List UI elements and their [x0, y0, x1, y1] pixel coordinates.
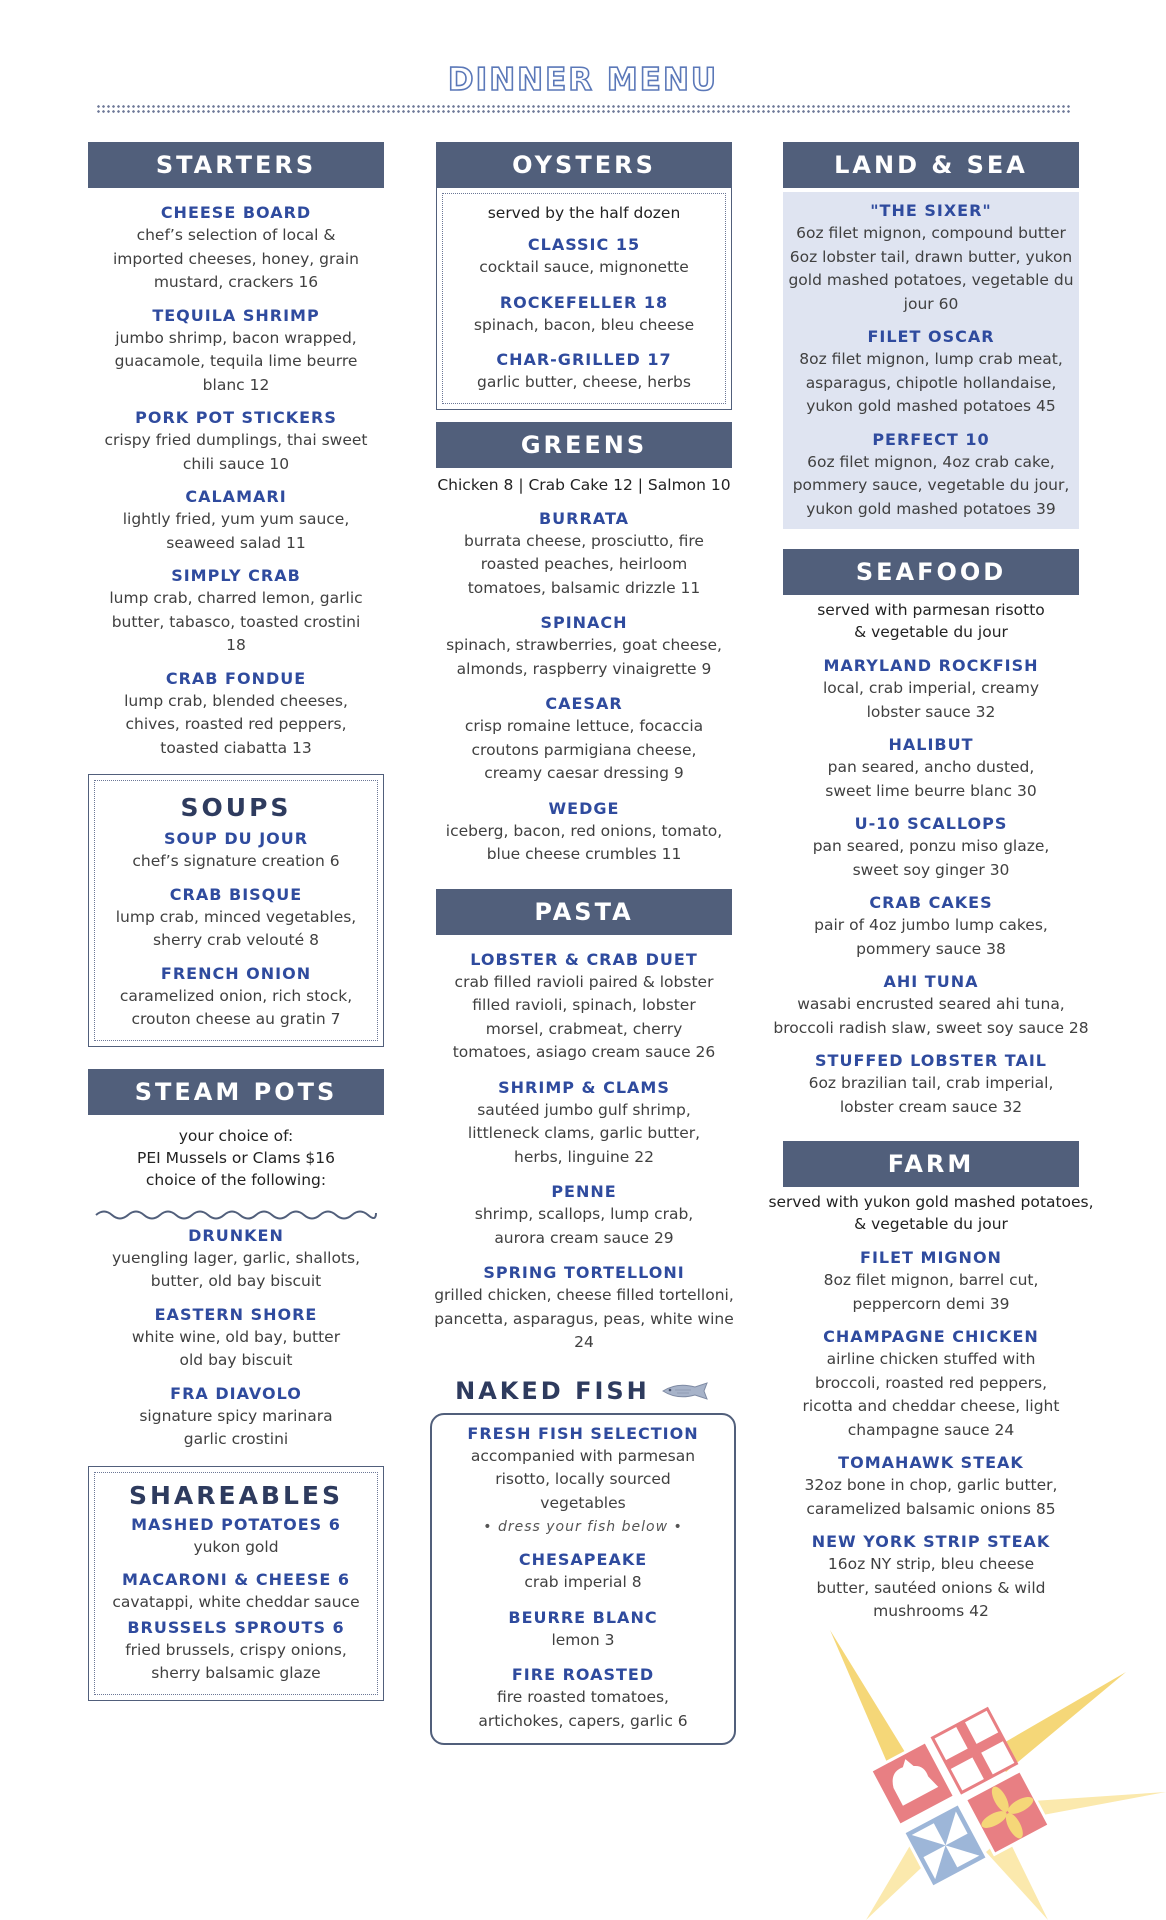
oysters-heading: OYSTERS [436, 142, 732, 188]
shareables-box [88, 1466, 384, 1701]
item-desc: crisp romaine lettuce, focaccia croutons parmigiana cheese, creamy caesar dressing 9 [464, 717, 704, 782]
menu-item [95, 963, 377, 1032]
menu-item [443, 292, 725, 338]
menu-item [449, 693, 719, 786]
menu-item [796, 1326, 1066, 1442]
pasta-heading: PASTA [436, 889, 732, 935]
item-desc: chef’s signature creation 6 [132, 852, 340, 870]
item-name: U-10 SCALLOPS [854, 814, 1008, 833]
menu-item [101, 407, 371, 476]
item-name: MACARONI & CHEESE 6 [122, 1570, 350, 1589]
item-name: FILET OSCAR [867, 327, 995, 346]
menu-item [101, 565, 371, 658]
menu-item [95, 1514, 377, 1560]
wave-divider-icon [94, 1207, 378, 1223]
item-name: MARYLAND ROCKFISH [823, 656, 1039, 675]
item-name: ROCKEFELLER 18 [499, 292, 669, 312]
item-name: CRAB BISQUE [169, 884, 303, 904]
oysters-box [436, 188, 732, 410]
item-desc: pan seared, ponzu miso glaze, sweet soy ginger 30 [812, 837, 1050, 879]
item-desc: 8oz filet mignon, barrel cut, peppercorn demi 39 [823, 1271, 1039, 1313]
item-name: LOBSTER & CRAB DUET [470, 949, 698, 969]
menu-item [95, 884, 377, 953]
menu-item [801, 892, 1061, 961]
item-name: STUFFED LOBSTER TAIL [815, 1051, 1047, 1070]
shareables-inner [94, 1472, 378, 1695]
menu-item [454, 1077, 714, 1170]
item-name: MASHED POTATOES 6 [131, 1514, 341, 1534]
item-name: SOUP DU JOUR [163, 829, 309, 848]
item-desc: lump crab, blended cheeses, chives, roasted red peppers, toasted ciabatta 13 [124, 691, 348, 757]
seafood-note-2: & vegetable du jour [854, 623, 1008, 641]
land-sea-panel [783, 192, 1079, 529]
item-name: BURRATA [538, 508, 630, 528]
item-name: FIRE ROASTED [511, 1665, 655, 1684]
greens-heading: GREENS [436, 422, 732, 468]
item-desc: lump crab, minced vegetables, sherry crab velouté 8 [115, 907, 357, 949]
item-desc: garlic butter, cheese, herbs [477, 373, 691, 391]
steam-pots-note-3: choice of the following: [145, 1170, 327, 1189]
item-desc: lemon 3 [551, 1630, 615, 1649]
item-name: CHEESE BOARD [160, 203, 312, 222]
column-left [88, 142, 384, 1701]
menu-item [443, 234, 725, 280]
item-name: SPINACH [540, 613, 628, 632]
menu-item [121, 1383, 351, 1452]
naked-fish-header [436, 1377, 732, 1405]
item-name: FRA DIAVOLO [170, 1383, 302, 1403]
item-desc: lump crab, charred lemon, garlic butter, tabasco, toasted crostini 18 [109, 589, 363, 654]
farm-note-2: & vegetable du jour [854, 1215, 1008, 1233]
item-desc: crispy fried dumplings, thai sweet chili sauce 10 [104, 431, 368, 473]
item-desc: chef’s selection of local & imported cheeses, honey, grain mustard, crackers 16 [113, 226, 359, 291]
menu-item [438, 1549, 728, 1595]
item-desc: 6oz filet mignon, 4oz crab cake, pommery sauce, vegetable du jour, yukon gold mashed potatoes 39 [792, 452, 1070, 518]
item-desc: 8oz filet mignon, lump crab meat, asparagus, chipotle hollandaise, yukon gold mashed potatoes 45 [799, 350, 1063, 415]
item-desc: yuengling lager, garlic, shallots, butter, old bay biscuit [111, 1248, 361, 1290]
menu-item [769, 971, 1093, 1040]
item-name: PENNE [551, 1182, 617, 1201]
item-name: CAESAR [545, 694, 623, 713]
oysters-inner [442, 193, 726, 404]
item-name: "THE SIXER" [870, 201, 992, 220]
steam-pots-note-1: your choice of: [178, 1126, 294, 1145]
item-desc: iceberg, bacon, red onions, tomato, blue cheese crumbles 11 [445, 821, 723, 863]
item-name: DRUNKEN [188, 1225, 284, 1245]
item-desc: 6oz filet mignon, compound butter 6oz lobster tail, drawn butter, yukon gold mashed potatoes, vegetable du jour 60 [788, 224, 1074, 313]
item-desc: 16oz NY strip, bleu cheese butter, sautéed onions & wild mushrooms 42 [816, 1555, 1046, 1620]
menu-item [806, 813, 1056, 882]
menu-item [811, 655, 1051, 724]
item-desc: crab filled ravioli paired & lobster filled ravioli, spinach, lobster morsel, crabmeat, cherry tomatoes, asiago cream sauce 26 [452, 972, 716, 1061]
item-name: CHAR-GRILLED 17 [496, 350, 672, 369]
item-name: NEW YORK STRIP STEAK [811, 1532, 1051, 1551]
item-desc: burrata cheese, prosciutto, fire roasted peaches, heirloom tomatoes, balsamic drizzle 11 [464, 531, 704, 597]
item-desc: wasabi encrusted seared ahi tuna, broccoli radish slaw, sweet soy sauce 28 [773, 995, 1089, 1037]
item-desc: airline chicken stuffed with broccoli, roasted red peppers, ricotta and cheddar cheese, light champagne sauce 24 [802, 1350, 1060, 1439]
naked-fish-heading: NAKED FISH [455, 1376, 650, 1405]
item-name: CHAMPAGNE CHICKEN [823, 1327, 1039, 1346]
item-desc: sautéed jumbo gulf shrimp, littleneck clams, garlic butter, herbs, linguine 22 [467, 1100, 701, 1166]
greens-note: Chicken 8 | Crab Cake 12 | Salmon 10 [437, 475, 731, 494]
menu-item [101, 1225, 371, 1294]
item-desc: cavatappi, white cheddar sauce [112, 1593, 360, 1611]
starters-heading: STARTERS [88, 142, 384, 188]
title-dotted-rule [96, 104, 1070, 114]
item-desc: 32oz bone in chop, garlic butter, caramelized balsamic onions 85 [804, 1476, 1058, 1518]
item-desc: accompanied with parmesan risotto, locally sourced vegetables [470, 1446, 696, 1512]
item-name: SHRIMP & CLAMS [498, 1077, 670, 1097]
steam-pots-heading: STEAM POTS [88, 1069, 384, 1115]
steam-pots-list [88, 1223, 384, 1452]
menu-item [796, 1452, 1066, 1521]
land-sea-heading: LAND & SEA [783, 142, 1079, 188]
item-name: WEDGE [548, 798, 620, 818]
menu-item [438, 1423, 728, 1516]
item-name: CHESAPEAKE [518, 1550, 648, 1569]
menu-item [438, 1664, 728, 1733]
menu-item [434, 1262, 734, 1355]
menu-item [785, 326, 1077, 419]
item-name: SPRING TORTELLONI [483, 1263, 685, 1282]
seafood-note-1: served with parmesan risotto [817, 601, 1045, 619]
item-desc: crab imperial 8 [524, 1573, 642, 1591]
item-desc: signature spicy marinara garlic crostini [139, 1406, 333, 1448]
menu-item [806, 734, 1056, 803]
menu-item [785, 200, 1077, 316]
item-name: PERFECT 10 [872, 429, 990, 449]
menu-item [95, 828, 377, 874]
item-desc: white wine, old bay, butter old bay biscuit [131, 1327, 341, 1369]
item-name: CRAB CAKES [869, 893, 993, 912]
menu-item [439, 798, 729, 867]
item-name: CLASSIC 15 [527, 235, 641, 254]
page-title: DINNER MENU [447, 62, 719, 98]
dress-fish-note: • dress your fish below • [483, 1519, 683, 1535]
soups-inner [94, 780, 378, 1041]
item-desc: pair of 4oz jumbo lump cakes, pommery sauce 38 [814, 916, 1048, 958]
item-desc: local, crab imperial, creamy lobster sauce 32 [822, 679, 1040, 721]
item-name: CALAMARI [185, 487, 287, 506]
column-right [768, 142, 1094, 1634]
starters-list [88, 188, 384, 760]
menu-item [801, 1050, 1061, 1119]
item-desc: lightly fried, yum yum sauce, seaweed salad 11 [122, 510, 350, 552]
seafood-list [773, 643, 1089, 1119]
item-name: BEURRE BLANC [508, 1607, 658, 1627]
item-desc: cocktail sauce, mignonette [479, 258, 689, 276]
item-desc: jumbo shrimp, bacon wrapped, guacamole, tequila lime beurre blanc 12 [114, 328, 358, 394]
menu-item [101, 668, 371, 761]
menu-item [443, 349, 725, 395]
oysters-note: served by the half dozen [487, 204, 681, 222]
menu-item [439, 612, 729, 681]
compass-flag-emblem-icon [748, 1602, 1166, 1920]
item-desc: fire roasted tomatoes, artichokes, capers, garlic 6 [478, 1688, 688, 1730]
item-name: BRUSSELS SPROUTS 6 [127, 1617, 345, 1637]
shareables-heading: SHAREABLES [128, 1480, 344, 1510]
menu-item [821, 1247, 1041, 1316]
menu-item [95, 1617, 377, 1686]
item-desc: caramelized onion, rich stock, crouton cheese au gratin 7 [119, 986, 353, 1028]
soups-heading: SOUPS [180, 793, 292, 822]
menu-item [449, 1181, 719, 1250]
item-desc: shrimp, scallops, lump crab, aurora cream sauce 29 [474, 1205, 694, 1247]
menu-item [121, 1304, 351, 1373]
farm-note-1: served with yukon gold mashed potatoes, [768, 1193, 1094, 1211]
item-name: FILET MIGNON [860, 1248, 1002, 1267]
item-desc: 6oz brazilian tail, crab imperial, lobster cream sauce 32 [808, 1074, 1054, 1116]
fish-icon [659, 1380, 713, 1402]
menu-item [101, 486, 371, 555]
item-name: FRESH FISH SELECTION [467, 1423, 699, 1443]
menu-item [101, 305, 371, 398]
item-desc: spinach, bacon, bleu cheese [473, 315, 695, 334]
steam-pots-note-2: PEI Mussels or Clams $16 [137, 1148, 335, 1167]
item-name: CRAB FONDUE [165, 668, 307, 688]
menu-item [438, 1607, 728, 1653]
item-desc: grilled chicken, cheese filled tortelloni, pancetta, asparagus, peas, white wine 24 [434, 1286, 734, 1351]
soups-box [88, 774, 384, 1047]
menu-item [95, 1569, 377, 1615]
item-name: AHI TUNA [883, 972, 979, 991]
item-desc: pan seared, ancho dusted, sweet lime beurre blanc 30 [825, 758, 1037, 800]
item-name: EASTERN SHORE [154, 1304, 318, 1324]
column-middle [436, 142, 732, 1745]
item-desc: spinach, strawberries, goat cheese, almonds, raspberry vinaigrette 9 [446, 636, 722, 678]
farm-list [783, 1235, 1079, 1624]
item-name: TEQUILA SHRIMP [152, 305, 320, 325]
item-name: HALIBUT [888, 735, 974, 754]
item-desc: yukon gold [193, 1537, 279, 1556]
item-name: SIMPLY CRAB [171, 566, 301, 585]
menu-item [449, 508, 719, 601]
naked-fish-box [430, 1413, 736, 1746]
item-name: PORK POT STICKERS [135, 408, 337, 427]
item-desc: fried brussels, crispy onions, sherry balsamic glaze [125, 1640, 347, 1682]
farm-heading: FARM [783, 1141, 1079, 1187]
menu-item [785, 429, 1077, 522]
seafood-heading: SEAFOOD [783, 549, 1079, 595]
pasta-list [436, 935, 732, 1355]
item-name: TOMAHAWK STEAK [838, 1453, 1024, 1472]
greens-list [436, 496, 732, 867]
menu-item [449, 949, 719, 1065]
item-name: FRENCH ONION [160, 963, 312, 983]
menu-item [101, 202, 371, 295]
